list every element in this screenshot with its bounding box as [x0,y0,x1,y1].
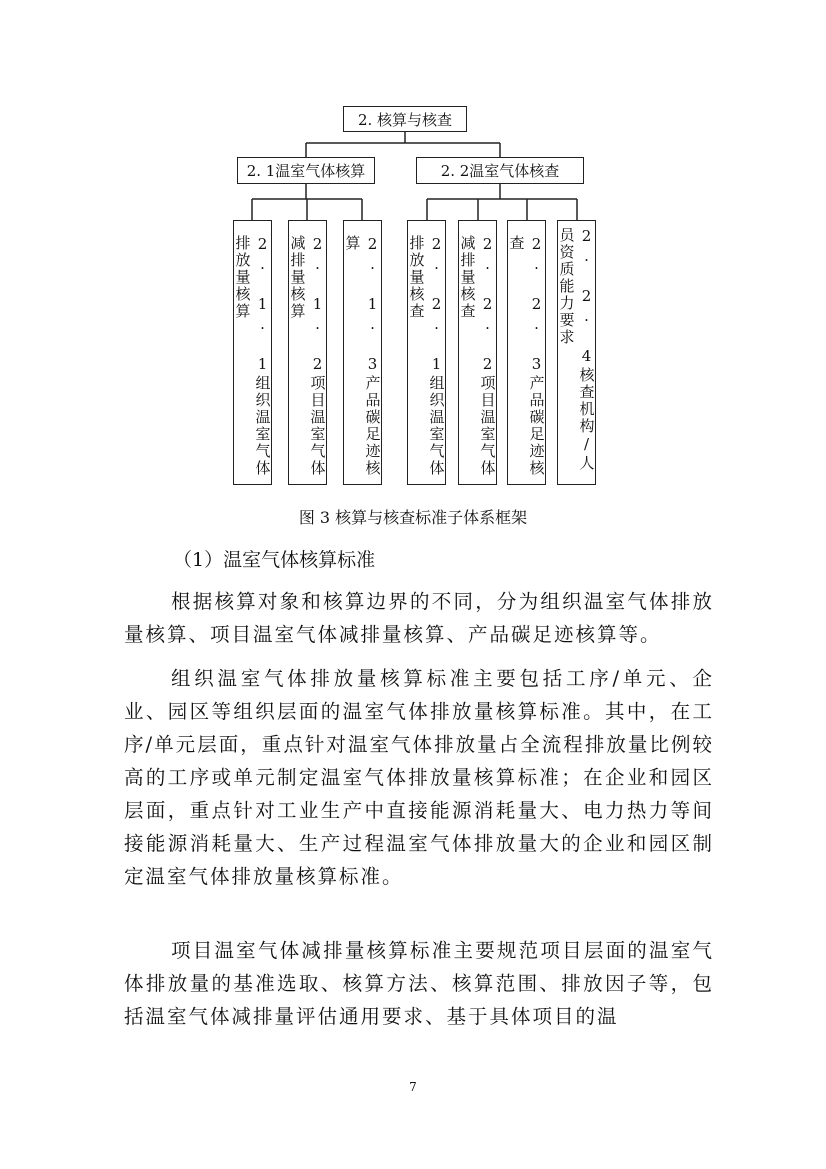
diagram-root: 2. 核算与核查 [343,106,467,132]
diagram-leaf: 2. 1. 3产品碳足迹核算 [343,220,382,485]
diagram-leaf: 2. 1. 1组织温室气体排放量核算 [233,220,272,485]
paragraph: 项目温室气体减排量核算标准主要规范项目层面的温室气体排放量的基准选取、核算方法、核算范围、排放因子等，包括温室气体减排量评估通用要求、基于具体项目的温 [124,939,714,1028]
section-heading: （1）温室气体核算标准 [173,549,376,571]
diagram-leaf: 2. 2. 4核查机构/人员资质能力要求 [557,220,596,485]
page-number: 7 [409,1080,417,1094]
paragraph: 根据核算对象和核算边界的不同，分为组织温室气体排放量核算、项目温室气体减排量核算、产品碳足迹核算等。 [124,590,714,646]
figure-caption: 图 3 核算与核查标准子体系框架 [298,508,528,527]
diagram-branch-accounting: 2. 1温室气体核算 [237,157,375,184]
diagram-leaf: 2. 2. 3产品碳足迹核查 [507,220,546,485]
paragraph: 组织温室气体排放量核算标准主要包括工序/单元、企业、园区等组织层面的温室气体排放量核算标准。其中，在工序/单元层面，重点针对温室气体排放量占全流程排放量比例较高的工序或单元制定温室气体排放量核算标准；在企业和园区层面，重点针对工业生产中直接能源消耗量大、电力热力等间接能源消耗量大、生产过程温室气体排放量大的企业和园区制定温室气体排放量核算标准。 [124,667,714,888]
diagram-leaf: 2. 1. 2项目温室气体减排量核算 [288,220,327,485]
diagram-leaf: 2. 2. 1组织温室气体排放量核查 [407,220,446,485]
diagram-leaf: 2. 2. 2项目温室气体减排量核查 [458,220,497,485]
diagram-branch-verification: 2. 2温室气体核查 [416,157,584,184]
